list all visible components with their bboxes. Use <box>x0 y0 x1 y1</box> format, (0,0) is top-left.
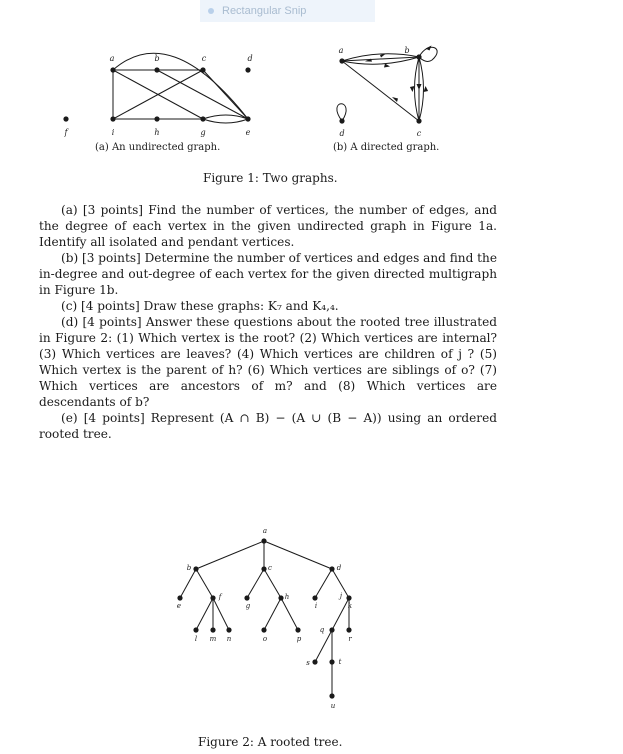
label-h: h <box>154 128 160 137</box>
tree-label-i: i <box>314 602 318 610</box>
tree-label-r: r <box>348 635 352 643</box>
tree-vertex-l <box>193 627 198 632</box>
tree-label-c: c <box>268 564 272 572</box>
label-f: f <box>64 128 68 137</box>
tree-vertex-a <box>261 538 266 543</box>
label-i: i <box>111 128 115 137</box>
vertex-d <box>245 67 250 72</box>
vertex-a <box>110 67 115 72</box>
tree-label-d: d <box>336 564 342 572</box>
directed-label-c: c <box>416 129 422 138</box>
question-c: (c) [4 points] Draw these graphs: K₇ and K₄,₄. <box>61 299 339 313</box>
tree-label-u: u <box>330 702 336 710</box>
snip-label: Rectangular Snip <box>222 5 307 17</box>
vertex-i <box>110 116 115 121</box>
tree-vertex-u <box>329 693 334 698</box>
tree-vertex-h <box>278 595 283 600</box>
tree-label-o: o <box>262 635 268 643</box>
vertex-f <box>63 116 68 121</box>
caption-directed: (b) A directed graph. <box>333 142 440 153</box>
tree-vertex-t <box>329 659 334 664</box>
tree-label-n: n <box>226 635 232 643</box>
directed-vertex-a <box>339 58 344 63</box>
tree-vertex-e <box>177 595 182 600</box>
question-e: (e) [4 points] Represent (A ∩ B) − (A ∪ (B − A)) using an ordered rooted tree. <box>39 411 497 441</box>
tree-label-f: f <box>218 593 222 601</box>
tree-vertex-d <box>329 566 334 571</box>
tree-vertex-s <box>312 659 317 664</box>
label-b: b <box>154 54 160 63</box>
directed-label-d: d <box>339 129 345 138</box>
tree-label-e: e <box>176 602 182 610</box>
directed-label-b: b <box>404 46 410 55</box>
vertex-b <box>154 67 159 72</box>
vertex-e <box>245 116 250 121</box>
question-b: (b) [3 points] Determine the number of vertices and edges and find the in-degree and out-degree of each vertex for the given directed multigraph in Figure 1b. <box>39 251 497 297</box>
tree-label-l: l <box>194 635 198 643</box>
tree-vertex-p <box>295 627 300 632</box>
tree-label-g: g <box>245 602 251 610</box>
figure1-caption: Figure 1: Two graphs. <box>203 171 338 185</box>
label-e: e <box>245 128 251 137</box>
directed-label-a: a <box>338 46 344 55</box>
tree-label-s: s <box>306 659 310 667</box>
tree-label-t: t <box>338 658 342 666</box>
label-g: g <box>200 128 206 137</box>
tree-label-k: k <box>347 602 353 610</box>
vertex-g <box>200 116 205 121</box>
question-a: (a) [3 points] Find the number of vertices, the number of edges, and the degree of each vertex in the given undirected graph in Figure 1a. Identify all isolated and pendant vertices. <box>39 203 497 249</box>
directed-vertex-d <box>339 118 344 123</box>
tree-label-j: j <box>339 592 343 600</box>
directed-vertex-c <box>416 118 421 123</box>
question-d: (d) [4 points] Answer these questions about the rooted tree illustrated in Figure 2: (1) Which vertex is the root? (2) Which vertices are internal? (3) Which vertices are leaves? (4) Which vertices are children of j ? (5) Which vertex is the parent of h? (6) Which vertices are siblings of o? (7) Which vertices are ancestors of m? and (8) Which vertices are descendants of b? <box>39 315 497 409</box>
tree-label-q: q <box>319 626 325 634</box>
directed-graph <box>320 30 450 145</box>
tree-vertex-m <box>210 627 215 632</box>
question-list <box>39 202 497 442</box>
vertex-c <box>200 67 205 72</box>
tree-vertex-k <box>346 595 351 600</box>
undirected-graph <box>0 0 300 145</box>
tree-label-p: p <box>296 635 302 643</box>
figure2-caption: Figure 2: A rooted tree. <box>198 735 343 749</box>
tree-vertex-q <box>329 627 334 632</box>
tree-vertex-n <box>226 627 231 632</box>
vertex-h <box>154 116 159 121</box>
label-d: d <box>247 54 253 63</box>
tree-vertex-r <box>346 627 351 632</box>
tree-label-h: h <box>284 593 290 601</box>
caption-undirected: (a) An undirected graph. <box>95 142 221 153</box>
rooted-tree <box>150 520 370 720</box>
tree-label-a: a <box>262 527 268 535</box>
tree-label-b: b <box>186 564 192 572</box>
tree-vertex-g <box>244 595 249 600</box>
label-a: a <box>109 54 115 63</box>
directed-vertex-b <box>416 54 421 59</box>
tree-vertex-i <box>312 595 317 600</box>
label-c: c <box>201 54 207 63</box>
tree-vertex-c <box>261 566 266 571</box>
tree-vertex-f <box>210 595 215 600</box>
tree-vertex-o <box>261 627 266 632</box>
tree-label-m: m <box>209 635 217 643</box>
tree-vertex-b <box>193 566 198 571</box>
